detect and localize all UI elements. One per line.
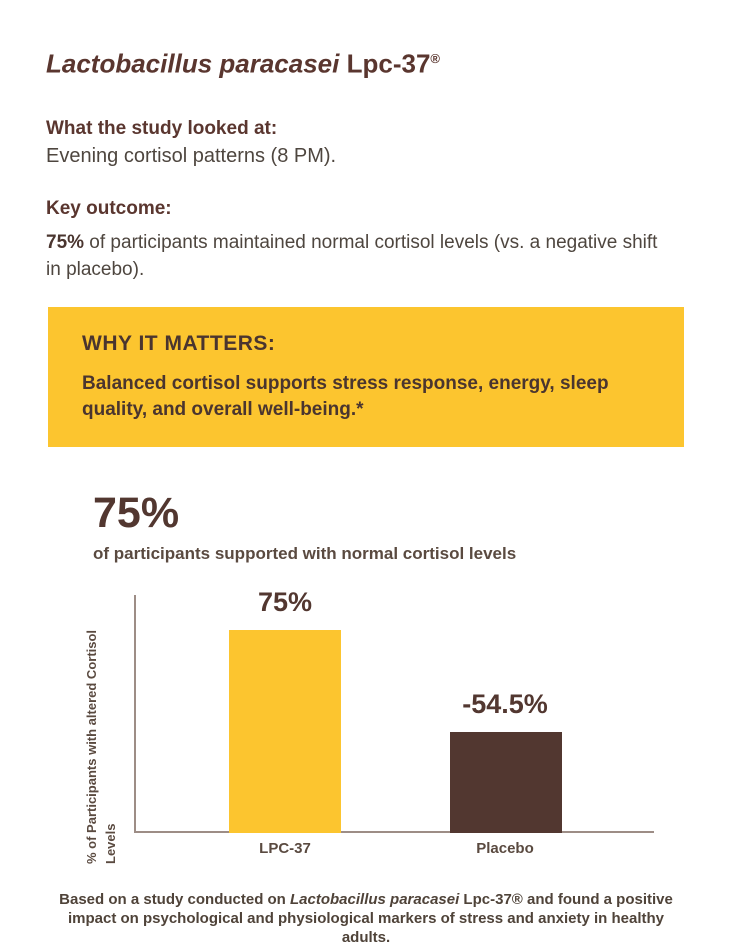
title-strain-name: Lpc-37: [339, 48, 431, 79]
page-title: [46, 44, 686, 79]
x-tick-label-placebo: Placebo: [476, 839, 534, 857]
outcome-highlight-percent: 75%: [46, 231, 85, 253]
footnote-post: Lpc-37® and found a positive impact on psychological and physiological markers of stress and anxiety in healthy adults.: [67, 890, 673, 946]
title-species-name: Lactobacillus paracasei: [46, 48, 340, 79]
bar-lpc37: [229, 630, 341, 833]
outcome-body-text: [46, 229, 671, 283]
footnote: [46, 890, 686, 947]
x-tick-label-lpc37: LPC-37: [259, 839, 311, 857]
bar-value-label-placebo: -54.5%: [462, 688, 548, 719]
outcome-section: [46, 197, 686, 283]
bar-value-label-lpc37: 75%: [257, 586, 313, 617]
why-it-matters-callout: [48, 307, 684, 447]
headline-stat: [93, 488, 686, 565]
footnote-species-name: Lactobacillus paracasei: [290, 890, 460, 908]
stat-caption: of participants supported with normal cortisol levels: [93, 543, 517, 563]
callout-heading: WHY IT MATTERS:: [82, 331, 276, 355]
outcome-heading: Key outcome:: [46, 197, 172, 219]
stat-value: 75%: [93, 488, 180, 537]
outcome-body-rest: of participants maintained normal cortisol levels (vs. a negative shift in placebo).: [46, 231, 658, 280]
study-section: [46, 117, 686, 169]
y-axis-line: [134, 595, 136, 833]
study-body-text: Evening cortisol patterns (8 PM).: [46, 144, 337, 167]
bar-placebo: [450, 732, 562, 833]
callout-body-text: Balanced cortisol supports stress response, energy, sleep quality, and overall well-being.*: [82, 372, 609, 420]
footnote-pre: Based on a study conducted on: [59, 890, 291, 908]
x-axis-line: [134, 831, 654, 833]
bar-chart: [0, 581, 730, 866]
study-heading: What the study looked at:: [46, 117, 278, 139]
registered-trademark-symbol: ®: [430, 51, 440, 66]
y-axis-label: % of Participants with altered Cortisol Levels: [84, 629, 118, 864]
